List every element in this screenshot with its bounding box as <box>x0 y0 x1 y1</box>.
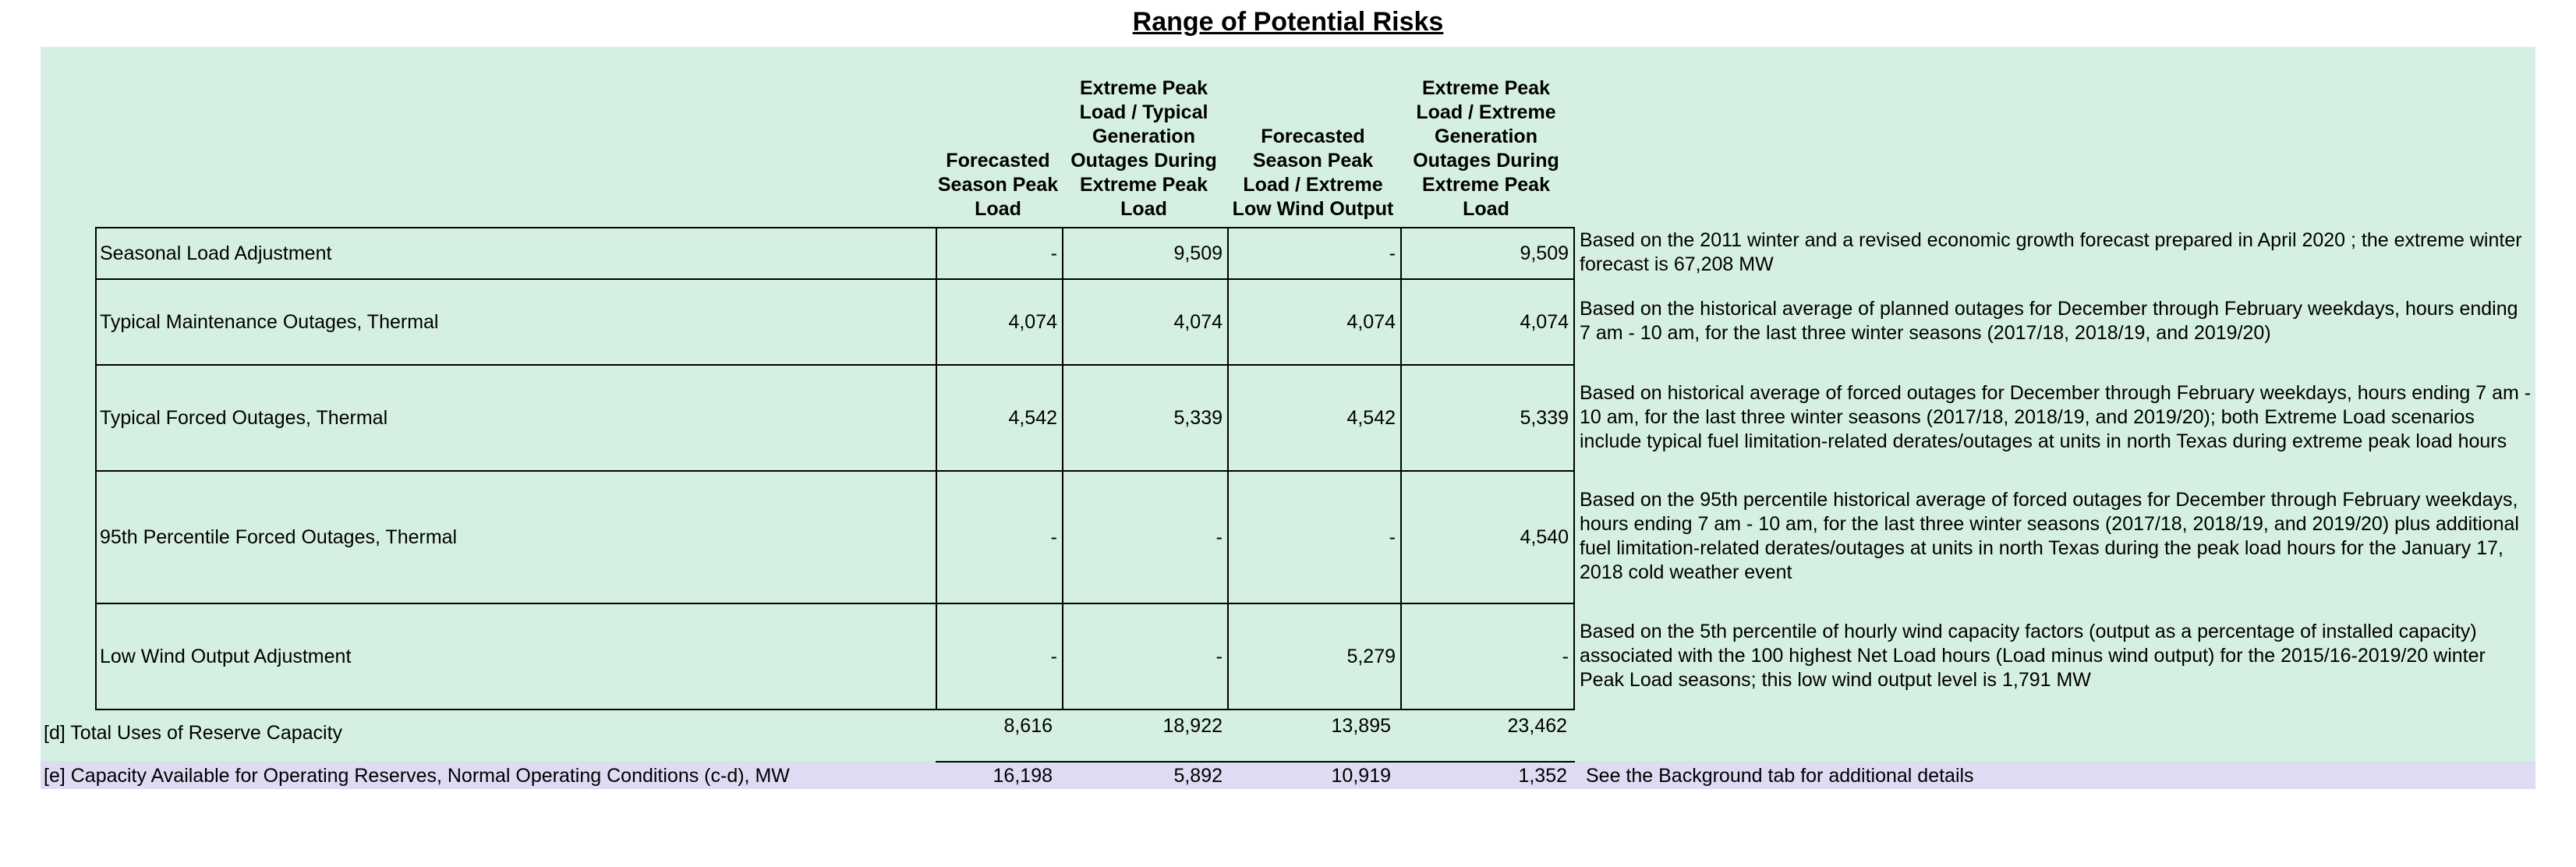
table-row <box>96 228 1574 279</box>
row-label: Typical Forced Outages, Thermal <box>96 365 936 471</box>
table-cell: - <box>1228 228 1401 279</box>
table-cell: 4,540 <box>1401 471 1574 603</box>
page-title: Range of Potential Risks <box>1132 7 1444 37</box>
table-cell: 4,074 <box>1401 279 1574 365</box>
row-label: 95th Percentile Forced Outages, Thermal <box>96 471 936 603</box>
row-note: Based on the 5th percentile of hourly wind capacity factors (output as a percentage of installed capacity) associated with the 100 highest Net Load hours (Load minus wind output) for the 2015/16-2019/20 winter Peak Load seasons; this low wind output level is 1,791 MW <box>1580 620 2486 691</box>
capacity-value: 10,919 <box>1331 765 1391 787</box>
row-note: Based on the 95th percentile historical average of forced outages for December through February weekdays, hours ending 7 am - 10 am, for the last three winter seasons (2017/18, 2018/19, and 2019/20) plus additional fuel limitation-related derates/outages at units in north Texas during the peak load hours for the January 17, 2018 cold weather event <box>1580 489 2519 583</box>
table-cell: 5,279 <box>1228 603 1401 710</box>
total-value: 13,895 <box>1331 715 1391 737</box>
total-underline <box>936 761 1575 763</box>
table-cell: - <box>1063 471 1228 603</box>
risk-table <box>95 227 1575 710</box>
column-header-1: Forecasted Season Peak Load <box>937 150 1059 220</box>
table-cell: 4,074 <box>1228 279 1401 365</box>
column-header-4: Extreme Peak Load / Extreme Generation Outages During Extreme Peak Load <box>1413 77 1559 220</box>
table-cell: 4,074 <box>1063 279 1228 365</box>
table-row <box>96 471 1574 603</box>
table-cell: 9,509 <box>1401 228 1574 279</box>
row-label: Low Wind Output Adjustment <box>96 603 936 710</box>
row-label: Typical Maintenance Outages, Thermal <box>96 279 936 365</box>
table-cell: - <box>1063 603 1228 710</box>
table-cell: 5,339 <box>1063 365 1228 471</box>
row-label: Seasonal Load Adjustment <box>96 228 936 279</box>
capacity-note: See the Background tab for additional details <box>1586 765 1974 787</box>
column-header-2: Extreme Peak Load / Typical Generation Outages During Extreme Peak Load <box>1070 77 1217 220</box>
table-cell: - <box>936 603 1063 710</box>
table-row <box>96 279 1574 365</box>
table-cell: 4,542 <box>1228 365 1401 471</box>
table-cell: - <box>936 228 1063 279</box>
total-label: [d] Total Uses of Reserve Capacity <box>44 722 343 744</box>
capacity-label: [e] Capacity Available for Operating Reserves, Normal Operating Conditions (c-d), MW <box>44 765 790 787</box>
table-cell: 4,074 <box>936 279 1063 365</box>
table-cell: - <box>936 471 1063 603</box>
table-cell: 4,542 <box>936 365 1063 471</box>
column-header-3: Forecasted Season Peak Load / Extreme Low Wind Output <box>1232 126 1394 220</box>
row-note: Based on the 2011 winter and a revised economic growth forecast prepared in April 2020 ; the extreme winter forecast is 67,208 MW <box>1580 229 2522 275</box>
table-row <box>96 365 1574 471</box>
capacity-value: 5,892 <box>1173 765 1223 787</box>
row-note: Based on historical average of forced outages for December through February weekdays, hours ending 7 am - 10 am, for the last three winter seasons (2017/18, 2018/19, and 2019/20); both Extreme Load scenarios include typical fuel limitation-related derates/outages at units in north Texas during extreme peak load hours <box>1580 381 2532 452</box>
table-row <box>96 603 1574 710</box>
capacity-value: 1,352 <box>1518 765 1567 787</box>
capacity-value: 16,198 <box>993 765 1053 787</box>
row-note: Based on the historical average of planned outages for December through February weekdays, hours ending 7 am - 10 am, for the last three winter seasons (2017/18, 2018/19, and 2019/20) <box>1580 298 2518 344</box>
table-cell: 5,339 <box>1401 365 1574 471</box>
total-value: 8,616 <box>1003 715 1053 737</box>
table-cell: - <box>1228 471 1401 603</box>
table-cell: - <box>1401 603 1574 710</box>
total-value: 18,922 <box>1162 715 1223 737</box>
table-cell: 9,509 <box>1063 228 1228 279</box>
total-value: 23,462 <box>1507 715 1567 737</box>
